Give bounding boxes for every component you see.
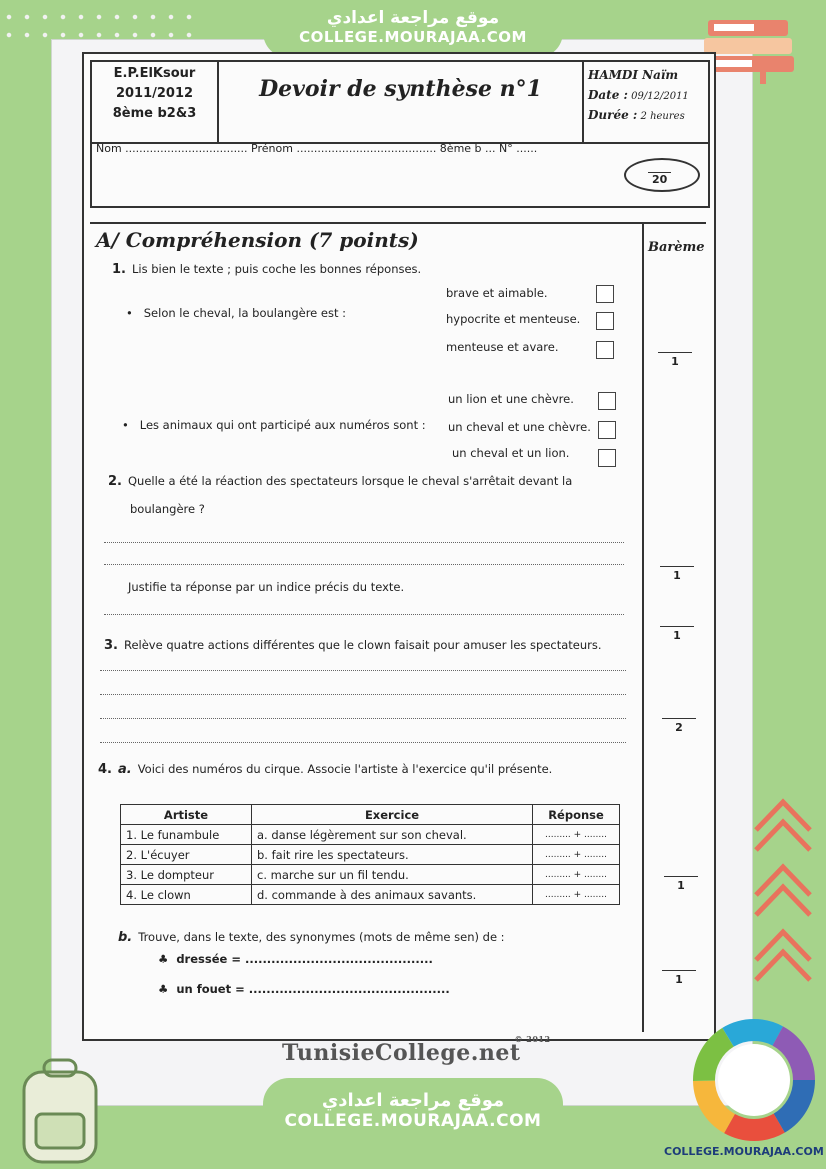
q4b-synonym: ♣ dressée = ...........................................: [158, 952, 433, 966]
score-oval: [624, 158, 700, 192]
q2-question-cont: boulangère ?: [130, 502, 205, 516]
footer-site-logo[interactable]: COLLEGE.MOURAJAA.COM: [664, 1145, 824, 1158]
footer-logo: TunisieCollege.net © 2012: [282, 1034, 551, 1066]
q1a-option: hypocrite et menteuse.: [446, 312, 581, 326]
checkbox[interactable]: [598, 392, 616, 410]
answer-cell[interactable]: ......... + ........: [533, 845, 620, 865]
table-row: [121, 845, 620, 865]
artist-cell: 4. Le clown: [121, 885, 252, 905]
q2-justify-mark: 1: [660, 626, 694, 642]
q2-mark: 1: [660, 566, 694, 582]
chevron-up-icon: [748, 920, 818, 990]
site-url[interactable]: COLLEGE.MOURAJAA.COM: [284, 1111, 542, 1131]
school-info: [92, 62, 219, 144]
name-line: Nom ................................... Prénom ........................................ 8ème b ... N° ......: [96, 142, 538, 155]
table-header: Artiste: [121, 805, 252, 825]
checkbox[interactable]: [596, 312, 614, 330]
checkbox[interactable]: [598, 421, 616, 439]
duration-value: 2 heures: [640, 111, 685, 122]
exercise-cell: c. marche sur un fil tendu.: [252, 865, 533, 885]
backpack-icon: [10, 1052, 110, 1167]
answer-line[interactable]: [100, 718, 626, 719]
exercise-cell: b. fait rire les spectateurs.: [252, 845, 533, 865]
q1b-option: un cheval et une chèvre.: [448, 420, 591, 434]
q1b-option: un cheval et un lion.: [452, 446, 570, 460]
chevron-up-icon: [748, 790, 818, 860]
teacher-name: HAMDI Naïm: [588, 68, 679, 82]
q1-instruction: [112, 262, 421, 277]
answer-line[interactable]: [100, 694, 626, 695]
table-header: Exercice: [252, 805, 533, 825]
q4b-synonym: ♣ un fouet = ..............................................: [158, 982, 450, 996]
class-name: 8ème b2&3: [112, 106, 197, 121]
answer-line[interactable]: [104, 542, 624, 543]
site-url[interactable]: COLLEGE.MOURAJAA.COM: [299, 28, 527, 46]
q3-number: 3.: [104, 638, 118, 653]
q4-number: 4.: [98, 762, 112, 777]
answer-cell[interactable]: ......... + ........: [533, 885, 620, 905]
exam-sheet: [82, 52, 716, 1041]
table-row: [121, 865, 620, 885]
q1a-option: menteuse et avare.: [446, 340, 559, 354]
artist-cell: 2. L'écuyer: [121, 845, 252, 865]
date-value: 09/12/2011: [631, 91, 689, 102]
answer-line[interactable]: [100, 670, 626, 671]
score-total: 20: [648, 172, 671, 186]
q1a-prompt: • Selon le cheval, la boulangère est :: [126, 306, 347, 320]
q2-justify: Justifie ta réponse par un indice précis du texte.: [128, 580, 405, 594]
top-banner[interactable]: [263, 0, 563, 58]
artist-cell: 3. Le dompteur: [121, 865, 252, 885]
exercise-cell: d. commande à des animaux savants.: [252, 885, 533, 905]
q1-mark: 1: [658, 352, 692, 368]
table-row: [121, 885, 620, 905]
q1-number: 1.: [112, 262, 126, 277]
q4a-mark: 1: [664, 876, 698, 892]
duration-label: Durée :: [588, 108, 638, 122]
checkbox[interactable]: [596, 285, 614, 303]
section-title: A/ Compréhension (7 points): [96, 228, 419, 252]
association-table: [120, 804, 620, 905]
artist-cell: 1. Le funambule: [121, 825, 252, 845]
exam-title: Devoir de synthèse n°1: [219, 62, 584, 142]
answer-line[interactable]: [104, 614, 624, 615]
student-name-bar: [90, 140, 710, 208]
answer-cell[interactable]: ......... + ........: [533, 825, 620, 845]
table-header: Réponse: [533, 805, 620, 825]
school-year: 2011/2012: [115, 86, 194, 101]
chevron-up-icon: [748, 855, 818, 925]
teacher-info: [588, 66, 704, 126]
q3-mark: 2: [662, 718, 696, 734]
answer-line[interactable]: [100, 742, 626, 743]
answer-cell[interactable]: ......... + ........: [533, 865, 620, 885]
exercise-cell: a. danse légèrement sur son cheval.: [252, 825, 533, 845]
school-name: E.P.ElKsour: [113, 66, 196, 81]
q1a-option: brave et aimable.: [446, 286, 548, 300]
q4b-mark: 1: [662, 970, 696, 986]
q1b-prompt: • Les animaux qui ont participé aux numéros sont :: [122, 418, 426, 432]
answer-line[interactable]: [104, 564, 624, 565]
q4b-question: b. Trouve, dans le texte, des synonymes (mots de même sen) de :: [118, 930, 505, 945]
checkbox[interactable]: [596, 341, 614, 359]
q1-text: Lis bien le texte ; puis coche les bonnes réponses.: [131, 262, 422, 276]
education-ring-icon: [692, 1018, 816, 1142]
bareme-header: Barème: [648, 240, 705, 255]
q1b-option: un lion et une chèvre.: [448, 392, 574, 406]
q3-question: 3. Relève quatre actions différentes que le clown faisait pour amuser les spectateurs.: [104, 638, 602, 653]
date-label: Date :: [588, 88, 628, 102]
q2-question: 2. Quelle a été la réaction des spectateurs lorsque le cheval s'arrêtait devant la: [108, 474, 573, 489]
bareme-column: [642, 224, 644, 1032]
q4a-question: 4. a. Voici des numéros du cirque. Associe l'artiste à l'exercice qu'il présente.: [98, 762, 553, 777]
exam-header: [90, 60, 710, 144]
site-arabic-title: موقع مراجعة اعدادي: [326, 8, 500, 28]
q2-number: 2.: [108, 474, 122, 489]
bottom-banner[interactable]: [263, 1078, 563, 1148]
table-row: [121, 825, 620, 845]
decorative-dots: [0, 8, 200, 48]
checkbox[interactable]: [598, 449, 616, 467]
site-arabic-title: موقع مراجعة اعدادي: [321, 1090, 505, 1111]
footer-year: © 2012: [514, 1034, 551, 1044]
